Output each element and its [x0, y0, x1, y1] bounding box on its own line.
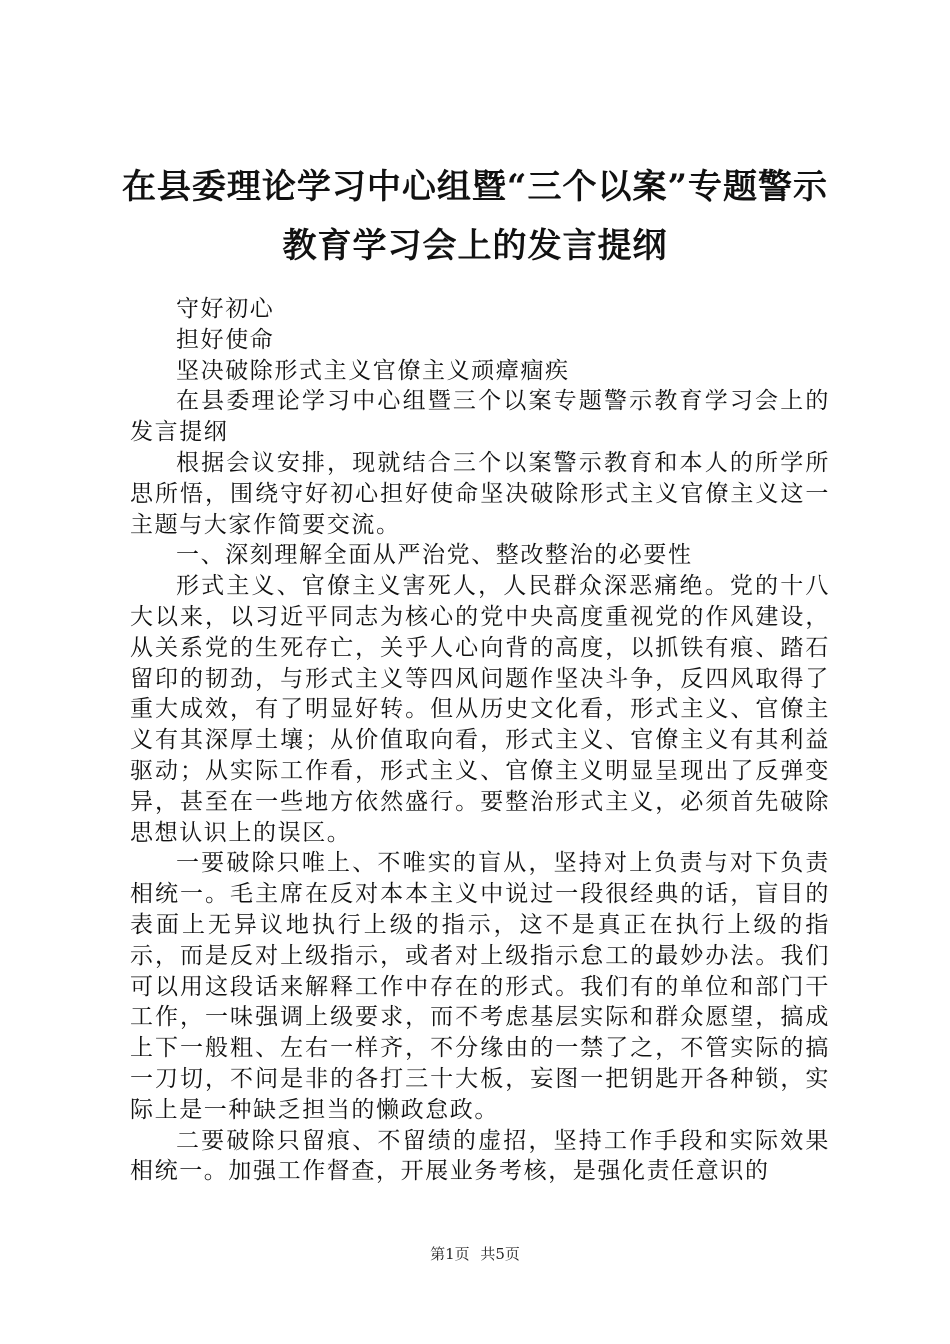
paragraph: 坚决破除形式主义官僚主义顽瘴痼疾: [176, 357, 570, 384]
document-body: [130, 294, 830, 1187]
paragraph: 在县委理论学习中心组暨三个以案专题警示教育学习会上的发言提纲: [130, 388, 830, 446]
page-number: 第1页: [430, 1245, 470, 1263]
section-heading: 一、深刻理解全面从严治党、整改整治的必要性: [176, 542, 693, 569]
paragraph: 担好使命: [176, 326, 275, 353]
page-total: 共5页: [480, 1245, 520, 1263]
paragraph: 二要破除只留痕、不留绩的虚招，坚持工作手段和实际效果相统一。加强工作督查，开展业务考核，是强化责任意识的: [130, 1127, 830, 1185]
paragraph: 根据会议安排，现就结合三个以案警示教育和本人的所学所思所悟，围绕守好初心担好使命坚决破除形式主义官僚主义这一主题与大家作简要交流。: [130, 449, 830, 538]
document-title: 在县委理论学习中心组暨“三个以案”专题警示教育学习会上的发言提纲: [121, 167, 829, 266]
paragraph: 守好初心: [176, 296, 275, 322]
paragraph: 形式主义、官僚主义害死人，人民群众深恶痛绝。党的十八大以来，以习近平同志为核心的党中央高度重视党的作风建设，从关系党的生死存亡，关乎人心向背的高度，以抓铁有痕、踏石留印的韧劲，与形式主义等四风问题作坚决斗争，反四风取得了重大成效，有了明显好转。但从历史文化看，形式主义、官僚主义有其深厚土壤；从价值取向看，形式主义、官僚主义有其利益驱动；从实际工作看，形式主义、官僚主义明显呈现出了反弹变异，甚至在一些地方依然盛行。要整治形式主义，必须首先破除思想认识上的误区。: [130, 573, 830, 846]
page-footer: [0, 1243, 950, 1264]
paragraph: 一要破除只唯上、不唯实的盲从，坚持对上负责与对下负责相统一。毛主席在反对本本主义中说过一段很经典的话，盲目的表面上无异议地执行上级的指示，这不是真正在执行上级的指示，而是反对上级指示，或者对上级指示怠工的最妙办法。我们可以用这段话来解释工作中存在的形式。我们有的单位和部门干工作，一味强调上级要求，而不考虑基层实际和群众愿望，搞成上下一般粗、左右一样齐，不分缘由的一禁了之，不管实际的搞一刀切，不问是非的各打三十大板，妄图一把钥匙开各种锁，实际上是一种缺乏担当的懒政怠政。: [130, 850, 830, 1123]
